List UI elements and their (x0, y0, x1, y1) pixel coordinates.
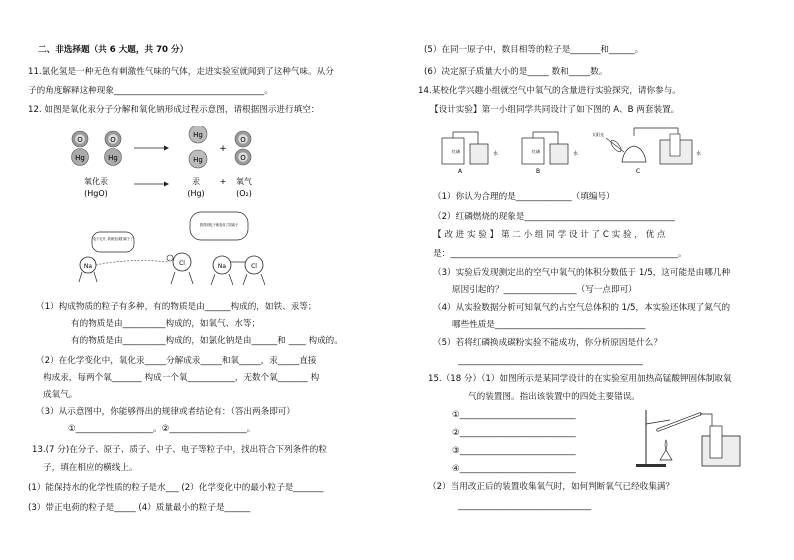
plus-sign: + (219, 144, 227, 154)
water-label-a: 水 (493, 151, 499, 157)
hgo-decomposition-diagram (68, 126, 318, 204)
formula-o2: (O₂) (236, 189, 252, 198)
cl-tag-2: Cl (251, 263, 257, 270)
q14-improve-line-1: 【 改 进 实 验 】 第 二 小 组 同 学 设 计 了 C 实 验 ， 优 点 (433, 230, 666, 240)
q15-2-answer-line: _______________________________ (458, 501, 592, 511)
label-b: B (535, 168, 541, 175)
q14-2: （2）红磷燃烧的现象是___________________________________ (433, 212, 675, 222)
atom-hg-label: Hg (75, 154, 85, 162)
q13-line-4: (3）带正电荷的粒子是_____ (4）质量最小的粒子是______ (28, 503, 251, 513)
section-heading: 二、非选择题（共 6 大题，共 70 分） (38, 45, 189, 55)
q12-1-line-b: 有的物质是由__________构成的，如氧气、水等； (71, 319, 261, 329)
atom-hg-label: Hg (193, 131, 203, 139)
hgo-molecule-2 (105, 131, 122, 166)
q14-4-line-b: 哪些性质是___________________________________ (452, 320, 646, 330)
label-hg: 汞 (192, 177, 200, 186)
q13-line-1: 13.(7 分)在分子、原子、质子、中子、电子等粒子中，找出符合下列条件的粒 (32, 445, 327, 455)
q13-line-2: 子，填在相应的横线上。 (43, 463, 138, 473)
bubble-left-text: 电子走开, 我就变成阳离子了 (92, 237, 134, 241)
label-a: A (457, 168, 463, 175)
q13-5: (5）在同一原子中，数目相等的粒子是_______和______。 (424, 45, 644, 55)
na-tag-2: Na (217, 263, 227, 270)
q12-1-line-c: 有的物质是由__________构成的，如氯化钠是由______和 ____ 构成的。 (71, 336, 343, 346)
q13-line-3: (1）能保持水的化学性质的粒子是水___ (2）化学变化中的最小粒子是_______ (28, 483, 324, 493)
q14-3-line-a: （3）实验后发现测定出的空气中氧气的体积分数低于 1/5，这可能是由哪几种 (433, 268, 731, 278)
apparatus-b (522, 132, 578, 175)
phosphorus-label-b: 红磷 (532, 149, 540, 154)
q15-line-2: 气的装置图。指出该装置中的四处主要错误。 (468, 392, 640, 402)
water-label-b: 水 (573, 151, 579, 157)
hg-atoms (189, 126, 207, 168)
formula-hg: (Hg) (187, 189, 205, 198)
q12-intro: 12. 如图是氧化汞分子分解和氧化钠形成过程示意图，请根据图示进行填空： (28, 105, 320, 115)
sunlight-label: 太阳光 (592, 132, 604, 137)
q14-3-line-b: 原因引起的？_________________（写一点即可） (452, 285, 637, 295)
q15-error-2: ②___________________________ (452, 428, 576, 438)
label-c: C (635, 168, 641, 175)
bubble-right-text: 我得到电子就变成了阴离子 (199, 223, 239, 227)
q12-3-line-a: （3）从示意图中，你能够得出的规律或者结论有：（答出两条即可） (36, 407, 295, 417)
apparatus-c (592, 128, 701, 175)
atom-o-label: O (240, 154, 246, 162)
formula-hgo: (HgO) (84, 189, 108, 198)
cl-tag: Cl (179, 260, 185, 267)
label-hgo: 氧化汞 (84, 177, 108, 186)
q15-error-1: ①___________________________ (452, 410, 576, 420)
q12-3-line-b: ①__________________。②__________________。 (68, 424, 256, 434)
q15-error-4: ④___________________________ (452, 464, 576, 474)
q14-5-line-a: （5）若将红磷换成碳粉实验不能成功，你分析原因是什么？ (433, 338, 662, 348)
q15-line-1: 15.（18 分）（1）如图所示是某同学设计的在实验室用加热高锰酸钾固体制取氧 (428, 374, 732, 384)
q14-design: 【设计实验】第一小组同学共同设计了如下图的 A、B 两套装置。 (430, 105, 680, 115)
q14-improve-line-2: 是：_____________________________________________________。 (433, 249, 687, 259)
q12-1-line-a: （1）构成物质的粒子有多种，有的物质是由______构成的，如铁、汞等； (36, 302, 317, 312)
water-label-c: 水 (696, 151, 702, 157)
q14-1: （1）你认为合理的是_____________（填编号） (433, 192, 615, 202)
q15-2: （2）当用改正后的装置收集氧气时，如何判断氧气已经收集满？ (428, 482, 675, 492)
nacl-formation-cartoon (70, 210, 300, 292)
kmno4-heating-apparatus (630, 402, 758, 468)
q14-intro: 14.某校化学兴趣小组就空气中氧气的含量进行实验探究，请你参与。 (418, 86, 681, 96)
apparatus-abc-figure (438, 122, 708, 176)
atom-hg-label: Hg (108, 154, 118, 162)
atom-hg-label: Hg (193, 156, 203, 164)
o2-molecule (235, 131, 251, 165)
plus-sign-bottom: + (219, 177, 227, 186)
q12-2-line-a: （2）在化学变化中，氧化汞_____分解成汞_____和氧_____，汞_____直接 (36, 356, 317, 366)
q14-5-line-b: ___________________________________________ (458, 356, 643, 366)
q14-4-line-a: （4）从实验数据分析可知氧气约占空气总体积的 1/5，本实验还体现了氮气的 (433, 303, 731, 313)
apparatus-a (442, 132, 498, 175)
q11-line-1: 11.氯化氢是一种无色有刺激性气味的气体，走进实验室就闻到了这种气味。从分 (28, 67, 334, 77)
speech-bubble-left (92, 232, 134, 252)
label-o2: 氧气 (236, 177, 252, 186)
atom-o-label: O (110, 136, 116, 144)
phosphorus-label-a: 红磷 (452, 149, 460, 154)
q12-2-line-c: 成氧气。 (43, 390, 78, 400)
atom-o-label: O (240, 136, 246, 144)
na-tag: Na (83, 263, 93, 270)
q13-6: (6）决定原子质量大小的是_____ 数和_____数。 (424, 67, 608, 77)
q11-line-2: 子的角度解释这种现象___________________________________。 (28, 86, 273, 96)
q15-error-3: ③___________________________ (452, 446, 576, 456)
hgo-molecule-1 (72, 131, 89, 166)
electron-path (96, 261, 168, 265)
q12-2-line-b: 构成汞，每两个氧_______ 构成一个氧___________，无数个氧_______ 构 (43, 373, 320, 383)
atom-o-label: O (77, 136, 83, 144)
